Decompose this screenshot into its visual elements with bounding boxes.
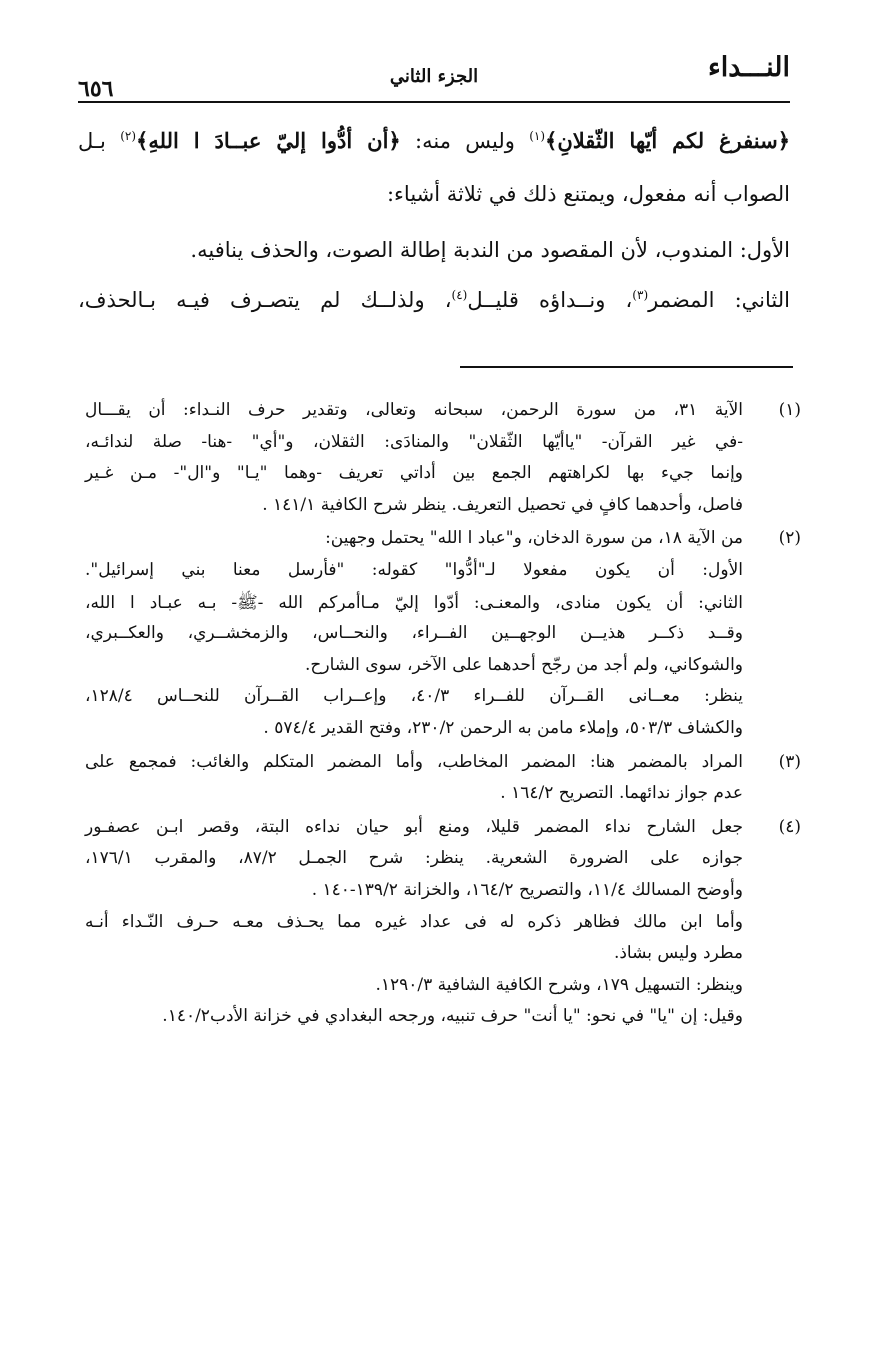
footnote-line: جوازه على الضرورة الشعرية. ينظر: شرح الجمـل ٨٧/٢، والمقرب ١٧٦/١، (85, 848, 743, 869)
footnote-marker: (١) (778, 400, 801, 420)
page-header (78, 52, 790, 102)
footnote-marker: (٢) (778, 528, 801, 549)
body-text-span: بـل (78, 129, 121, 153)
footnote-line: -في غير القرآن- "ياأيّها الثّقلان" والمنادَى: الثقلان، و"أي" -هنا- صلة لندائـه، (85, 431, 743, 452)
body-text-span: ، ولذلــك لم يتصـرف فيـه بـالحذف، (78, 288, 452, 312)
body-line (190, 238, 790, 262)
footnote-ref: (١) (529, 129, 546, 143)
footnote-ref: (٤) (451, 288, 468, 302)
running-title: النـــداء (708, 52, 790, 83)
footnote-marker: (٣) (778, 751, 801, 772)
body-text-span: الثاني: المضمر (648, 288, 790, 312)
footnote-ref: (٢) (120, 129, 137, 143)
footnote-line: وأما ابن مالك فظاهر ذكره له فى عداد غيره مما يحـذف معـه حـرف النّـداء أنـه (85, 911, 743, 932)
footnote-line: عدم جواز ندائهما. التصريح ١٦٤/٢ . (500, 783, 743, 804)
body-line (387, 182, 790, 206)
footnote-line: فاصل، وأحدهما كافٍ في تحصيل التعريف. ينظر شرح الكافية ١٤١/١ . (262, 494, 743, 515)
footnote-ref: (٣) (632, 288, 649, 302)
footnote-line: المراد بالمضمر هنا: المضمر المخاطب، وأما المضمر المتكلم والغائب: فمجمع على (85, 751, 743, 772)
footnote-line: وينظر: التسهيل ١٧٩، وشرح الكافية الشافية ١٢٩٠/٣. (375, 974, 743, 995)
body-text-span: وليس منه: (400, 129, 530, 153)
body-text-span: الصواب أنه مفعول، ويمتنع ذلك في ثلاثة أشياء: (386, 182, 790, 206)
footnote-line: مطرد وليس بشاذ. (613, 943, 743, 964)
footnote-line: الآية ٣١، من سورة الرحمن، سبحانه وتعالى، وتقدير حرف النـداء: أن يقـــال (85, 400, 743, 420)
footnote-divider (460, 366, 793, 368)
header-rule (78, 101, 790, 103)
footnote-line: من الآية ١٨، من سورة الدخان، و"عباد ا الله" يحتمل وجهين: (325, 528, 743, 549)
footnote-line: الأول: أن يكون مفعولا لـ"أدُّوا" كقوله: "فأرسل معنا بني إسرائيل". (85, 560, 743, 580)
body-line (78, 288, 790, 312)
quran-quote: ﴿أن أدُّوا إليّ عبــادَ ا اللهِ﴾ (136, 128, 401, 153)
body-text-span: ، ونــداؤه قليــل (467, 288, 633, 312)
part-label: الجزء الثاني (389, 66, 479, 87)
quran-quote: ﴿سنفرغ لكم أيّها الثّقلانِ﴾ (545, 128, 791, 153)
footnote-marker: (٤) (778, 816, 801, 837)
body-text-span: الأول: المندوب، لأن المقصود من الندبة إطالة الصوت، والحذف ينافيه. (190, 238, 790, 262)
page-number: ٦٥٦ (78, 76, 114, 102)
footnote-line: والشوكاني، ولم أجد من رجّح أحدهما على الآخر، سوى الشارح. (305, 654, 743, 675)
footnote-line: وقــد ذكــر هذيــن الوجهــين الفــراء، والنحــاس، والزمخشــري، والعكــبري، (85, 623, 743, 644)
footnote-line: والكشاف ٥٠٣/٣، وإملاء مامن به الرحمن ٢٣٠/٢، وفتح القدير ٥٧٤/٤ . (263, 718, 743, 738)
footnote-line: الثاني: أن يكون منادى، والمعنـى: أدّوا إليّ مـاأمركم الله -ﷺ- بـه عبـاد ا الله، (85, 592, 743, 613)
footnote-line: وأوضح المسالك ١١/٤، والتصريح ١٦٤/٢، والخزانة ١٣٩/٢-١٤٠ . (311, 880, 743, 900)
footnote-line: جعل الشارح نداء المضمر قليلا، ومنع أبو حيان نداءه البتة، وقصر ابـن عصفـور (85, 816, 743, 837)
footnote-line: وقيل: إن "يا" في نحو: "يا أنت" حرف تنبيه، ورجحه البغدادي في خزانة الأدب١٤٠/٢. (162, 1006, 743, 1027)
footnote-line: وإنما جيء بها لكراهتهم الجمع بين أداتي تعريف -وهما "يـا" و"ال"- مـن غـير (85, 463, 743, 484)
footnote-line: ينظر: معــانى القــرآن للفــراء ٤٠/٣، وإعــراب القــرآن للنحــاس ١٢٨/٤، (85, 686, 743, 707)
body-line (78, 128, 790, 153)
